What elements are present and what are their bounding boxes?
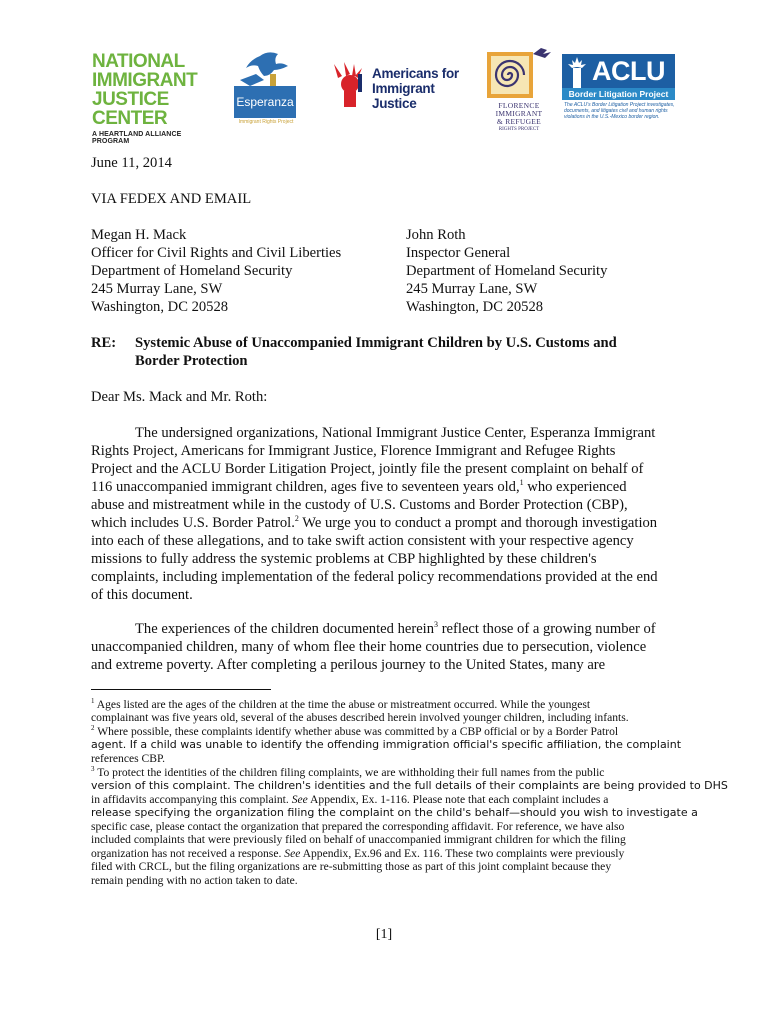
recipient-line: Inspector General <box>406 245 511 261</box>
aclu-top <box>562 54 675 88</box>
florence-line2: IMMIGRANT <box>495 109 543 118</box>
paragraph-line: abuse and mistreatment while in the custody of U.S. Customs and Border Protection (CBP), <box>91 497 628 513</box>
nijc-logo <box>92 52 220 145</box>
paragraph-line: complaints, including implementation of the federal policy recommendations provided at the end <box>91 569 658 585</box>
recipient-line: John Roth <box>406 227 466 243</box>
footnote-ref-3[interactable]: 3 <box>434 620 439 630</box>
afij-line2: Immigrant Justice <box>372 81 435 111</box>
paragraph-line: Rights Project, Americans for Immigrant Justice, Florence Immigrant and Refugee Rights <box>91 443 616 459</box>
afij-text <box>372 66 478 111</box>
aclu-logo <box>562 54 677 130</box>
recipient-line: Washington, DC 20528 <box>91 299 229 315</box>
florence-line3: & REFUGEE <box>496 117 542 126</box>
footnote-number: 2 <box>91 724 95 733</box>
florence-caption <box>483 102 555 134</box>
footnote-line: filed with CRCL, but the filing organizations are re-submitting those as part of this joint complaint because they <box>91 860 612 873</box>
liberty-torch-icon <box>328 60 372 108</box>
paragraph-text: which includes U.S. Border Patrol. <box>91 515 295 531</box>
footnote-line <box>91 793 608 806</box>
spiral-icon <box>483 46 555 102</box>
footnote-divider <box>91 689 271 690</box>
paragraph-line <box>135 620 656 638</box>
recipient-line: Megan H. Mack <box>91 227 187 243</box>
statue-of-liberty-icon <box>562 54 592 88</box>
paragraph-line: Project and the ACLU Border Litigation Project, jointly file the present complaint on behalf of <box>91 461 644 477</box>
footnote-line: complainant was five years old, several of the abuses described herein involved younger children, including infants. <box>91 711 629 724</box>
aclu-band: Border Litigation Project <box>562 88 675 100</box>
paragraph-line <box>91 514 657 532</box>
paragraph-line: and extreme poverty. After completing a perilous journey to the United States, many are <box>91 657 606 673</box>
footnote-see: See <box>291 793 308 806</box>
footnote-text: in affidavits accompanying this complaint. <box>91 793 292 806</box>
paragraph-line: unaccompanied children, many of whom flee their home countries due to persecution, violence <box>91 639 647 655</box>
paragraph-line: of this document. <box>91 587 193 603</box>
bird-icon <box>230 50 302 90</box>
re-label: RE: <box>91 335 117 351</box>
nijc-logo-line2: IMMIGRANT <box>92 70 198 91</box>
footnote-line <box>91 766 604 779</box>
recipient-line: Washington, DC 20528 <box>406 299 544 315</box>
esperanza-name: Esperanza <box>234 86 296 118</box>
footnote-number: 3 <box>91 765 95 774</box>
footnote-line: references CBP. <box>91 752 166 765</box>
footnote-line: included complaints that were previously filed on behalf of unaccompanied immigrant children for which the filing <box>91 833 626 846</box>
salutation: Dear Ms. Mack and Mr. Roth: <box>91 389 268 405</box>
footnote-line: agent. If a child was unable to identify the offending immigration official's specific affiliation, the complaint <box>91 738 682 751</box>
recipient-line: 245 Murray Lane, SW <box>406 281 538 297</box>
nijc-logo-line3: JUSTICE CENTER <box>92 89 169 129</box>
paragraph-text: who experienced <box>523 479 627 495</box>
paragraph-text: reflect those of a growing number of <box>438 621 656 637</box>
nijc-logo-sub: A HEARTLAND ALLIANCE PROGRAM <box>92 131 182 145</box>
recipient-line: 245 Murray Lane, SW <box>91 281 223 297</box>
aclu-name: ACLU <box>592 56 665 86</box>
footnote-text: To protect the identities of the children filing complaints, we are withholding their full names from the public <box>94 766 605 779</box>
florence-logo <box>483 46 555 138</box>
recipient-line: Department of Homeland Security <box>406 263 608 279</box>
footnote-line: version of this complaint. The children's identities and the full details of their complaints are being provided to DHS <box>91 779 728 792</box>
footnote-line: specific case, please contact the organization that prepared the corresponding affidavit. For reference, we have also <box>91 820 625 833</box>
esperanza-sub: Immigrant Rights Project <box>238 119 294 125</box>
footnote-line <box>91 847 624 860</box>
paragraph-text: The experiences of the children documented herein <box>135 621 435 637</box>
logo-strip <box>0 0 768 145</box>
footnote-line: release specifying the organization filing the complaint on the child's behalf—should you wish to investigate a <box>91 806 698 819</box>
footnote-number: 1 <box>91 697 95 706</box>
footnote-text: Appendix, Ex. 1-116. Please note that each complaint includes a <box>307 793 609 806</box>
paragraph-line <box>91 478 627 496</box>
paragraph-line: into each of these allegations, and to take swift action consistent with your respective agency <box>91 533 634 549</box>
florence-line4: RIGHTS PROJECT <box>498 127 540 132</box>
florence-line1: FLORENCE <box>498 101 540 110</box>
letter-date: June 11, 2014 <box>91 155 172 171</box>
re-subject-line2: Border Protection <box>135 353 248 369</box>
esperanza-logo <box>230 50 302 130</box>
footnote-line <box>91 698 590 711</box>
recipient-line: Department of Homeland Security <box>91 263 293 279</box>
footnote-text: Where possible, these complaints identify whether abuse was committed by a CBP official or by a Border Patrol <box>94 725 619 738</box>
afij-logo <box>328 60 478 110</box>
recipient-line: Officer for Civil Rights and Civil Liberties <box>91 245 342 261</box>
paragraph-line: The undersigned organizations, National Immigrant Justice Center, Esperanza Immigrant <box>135 425 656 441</box>
afij-line1: Americans for <box>372 66 459 81</box>
footnote-text: Ages listed are the ages of the children at the time the abuse or mistreatment occurred. While the youngest <box>94 698 591 711</box>
nijc-logo-line1: NATIONAL <box>92 51 185 72</box>
footnote-ref-2[interactable]: 2 <box>294 514 299 524</box>
footnote-line: remain pending with no action taken to date. <box>91 874 298 887</box>
delivery-method: VIA FEDEX AND EMAIL <box>91 191 252 207</box>
footnote-text: Appendix, Ex.96 and Ex. 116. These two complaints were previously <box>300 847 625 860</box>
aclu-description: The ACLU's Border Litigation Project investigates, documents, and litigates civil and human rights violations in the U.S.-Mexico border region. <box>564 102 675 120</box>
footnote-text: organization has not received a response. <box>91 847 285 860</box>
footnote-ref-1[interactable]: 1 <box>519 478 524 488</box>
paragraph-text: We urge you to conduct a prompt and thorough investigation <box>298 515 658 531</box>
paragraph-text: 116 unaccompanied immigrant children, ages five to seventeen years old, <box>91 479 520 495</box>
re-subject-line1: Systemic Abuse of Unaccompanied Immigrant Children by U.S. Customs and <box>135 335 617 351</box>
footnote-see: See <box>284 847 301 860</box>
paragraph-line: missions to fully address the systemic problems at CBP highlighted by these children's <box>91 551 597 567</box>
page-number: [1] <box>375 927 393 942</box>
footnote-line <box>91 725 618 738</box>
